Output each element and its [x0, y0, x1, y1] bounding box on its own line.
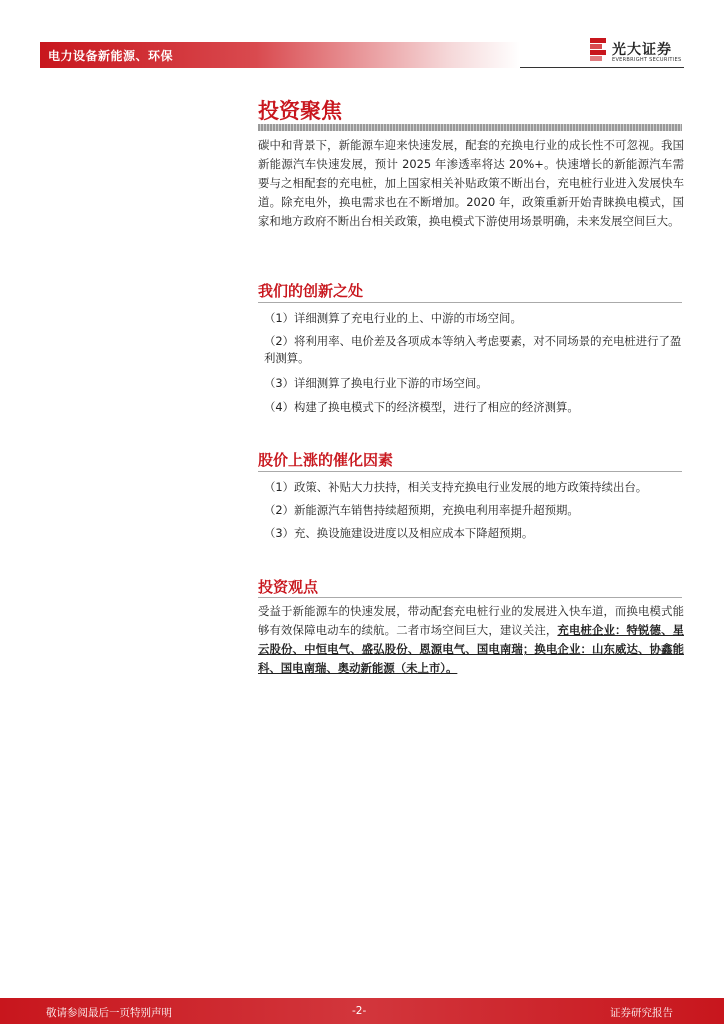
innovation-item: （3）详细测算了换电行业下游的市场空间。 — [264, 376, 488, 390]
innovation-rule — [258, 302, 682, 303]
investment-focus-title: 投资聚焦 — [258, 99, 342, 123]
investment-view-rule — [258, 597, 682, 598]
investment-focus-body: 碳中和背景下，新能源车迎来快速发展，配套的充换电行业的成长性不可忽视。我国新能源汽车快速发展，预计 2025 年渗透率将达 20%+。快速增长的新能源汽车需要与之相配套的充电桩，加上国家相关补贴政策不断出台，充电桩行业进入发展快车道。除充电外，换电需求也在不断增加。2020 年，政策重新开始青睐换电模式，国家和地方政府不断出台相关政策，换电模式下游使用场景明确，未来发展空间巨大。 — [258, 138, 684, 228]
investment-view-title: 投资观点 — [258, 578, 319, 596]
footer-disclaimer-note: 敬请参阅最后一页特别声明 — [46, 1007, 172, 1019]
header-section-title: 电力设备新能源、环保 — [48, 49, 174, 63]
catalysts-rule — [258, 471, 682, 472]
investment-view-text: 受益于新能源车的快速发展，带动配套充电桩行业的发展进入快车道，而换电模式能够有效保障电动车的续航。二者市场空间巨大，建议关注， — [258, 604, 684, 637]
logo-mark-icon — [590, 38, 606, 62]
innovation-title: 我们的创新之处 — [258, 282, 364, 300]
investment-view-body — [258, 602, 684, 678]
logo-name-cn: 光大证券 — [612, 42, 672, 58]
header-section-bar — [40, 42, 520, 68]
recommended-companies: 充电桩企业：特锐德、星云股份、中恒电气、盛弘股份、恩源电气、国电南瑞；换电企业：山东威达、协鑫能科、国电南瑞、奥动新能源（未上市）。 — [258, 623, 684, 675]
innovation-item: （4）构建了换电模式下的经济模型，进行了相应的经济测算。 — [264, 400, 579, 414]
innovation-item: （2）将利用率、电价差及各项成本等纳入考虑要素，对不同场景的充电桩进行了盈利测算。 — [264, 334, 682, 365]
company-logo — [590, 38, 690, 66]
catalyst-item: （3）充、换设施建设进度以及相应成本下降超预期。 — [264, 526, 534, 540]
catalyst-item: （2）新能源汽车销售持续超预期，充换电利用率提升超预期。 — [264, 503, 579, 517]
catalysts-title: 股价上涨的催化因素 — [258, 451, 394, 469]
catalyst-item: （1）政策、补贴大力扶持，相关支持充换电行业发展的地方政策持续出台。 — [264, 480, 648, 494]
title-rule — [258, 124, 682, 131]
page-number: -2- — [352, 1005, 367, 1017]
footer-bar — [0, 998, 724, 1024]
report-type: 证券研究报告 — [610, 1007, 673, 1019]
logo-name-en: EVERBRIGHT SECURITIES — [612, 57, 682, 63]
header-divider — [520, 67, 684, 68]
innovation-item: （1）详细测算了充电行业的上、中游的市场空间。 — [264, 311, 522, 325]
